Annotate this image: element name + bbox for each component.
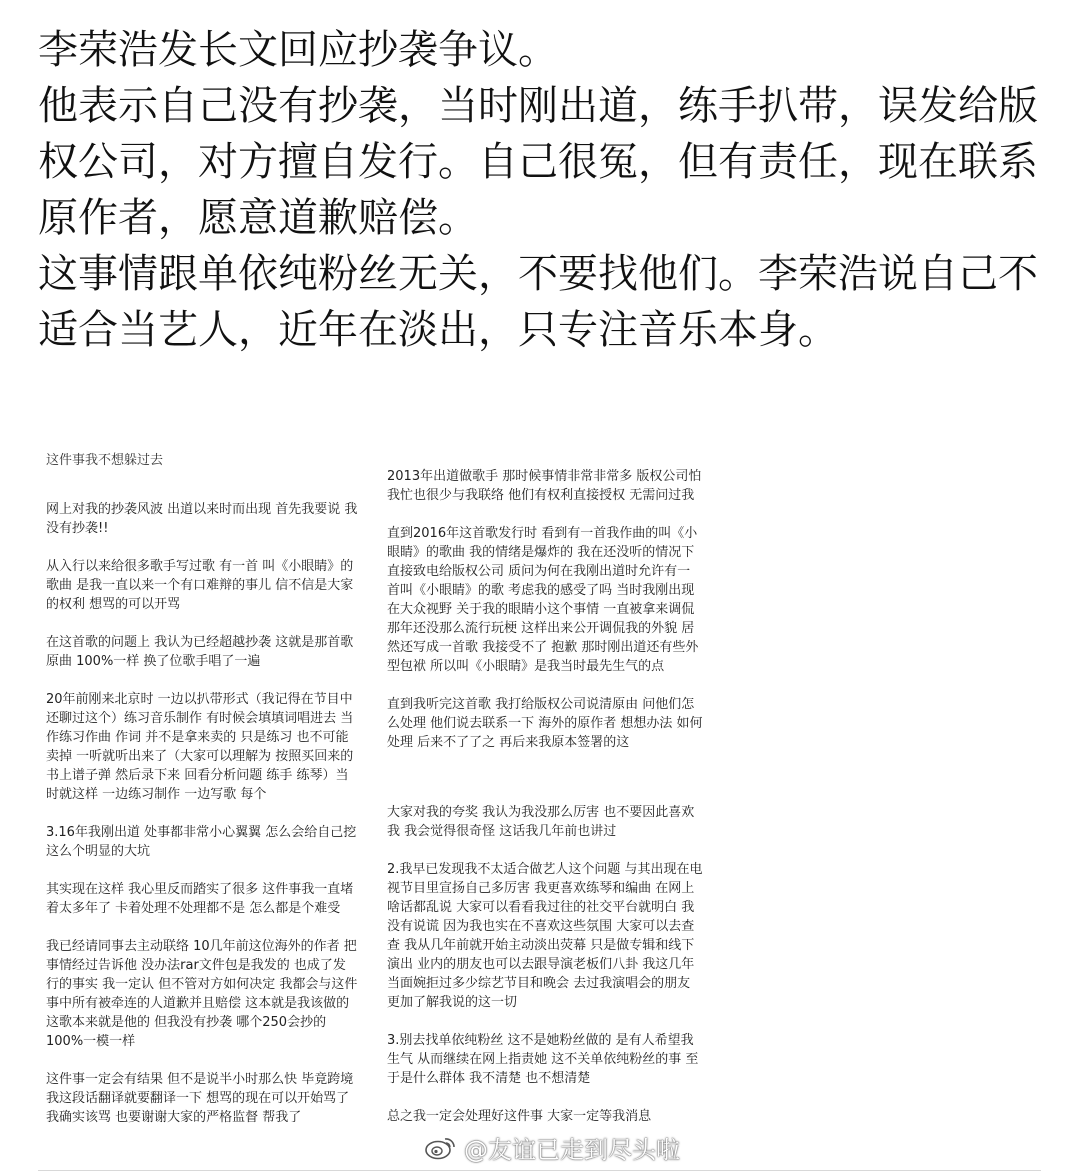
statement-text: 这件事我不想躲过去 bbox=[46, 453, 164, 468]
statement-fragment-top bbox=[46, 451, 358, 469]
statement-text: 我已经请同事去主动联络 10几年前这位海外的作者 把事情经过告诉他 没办法rar文件包是我发的 也成了发行的事实 我一定认 但不管对方如何决定 我都会与这件事中所有被牵连的人道歉并且赔偿 这本就是我该做的 这歌本来就是他的 但我没有抄袭 哪个250会抄的100%一模一样 bbox=[46, 939, 358, 1049]
weibo-watermark bbox=[424, 1130, 680, 1164]
statement-text: 这件事一定会有结果 但不是说半小时那么快 毕竟跨境 我这段话翻译就要翻译一下 想骂的现在可以开始骂了 我确实该骂 也要谢谢大家的严格监督 帮我了 bbox=[46, 1072, 354, 1125]
statement-text: 2.我早已发现我不太适合做艺人这个问题 与其出现在电视节目里宣扬自己多厉害 我更喜欢练琴和编曲 在网上啥话都乱说 大家可以看看我过往的社交平台就明白 我没有说谎 因为我也实在不喜欢这些氛围 大家可以去查查 我从几年前就开始主动淡出荧幕 只是做专辑和线下演出 业内的朋友也可以去跟导演老板们八卦 我这几年当面婉拒过多少综艺节目和晚会 去过我演唱会的朋友更加了解我说的这一切 bbox=[387, 862, 703, 1010]
statement-left-column bbox=[46, 453, 358, 1147]
headline bbox=[38, 22, 1048, 358]
statement-text: 其实现在这样 我心里反而踏实了很多 这件事我一直堵着太多年了 卡着处理不处理都不是 怎么都是个难受 bbox=[46, 882, 354, 916]
headline-line-1: 李荣浩发长文回应抄袭争议。 bbox=[38, 27, 558, 73]
statement-fragment bbox=[46, 500, 358, 802]
statement-text: 3.16年我刚出道 处事都非常小心翼翼 怎么会给自己挖这么个明显的大坑 bbox=[46, 825, 357, 859]
statement-text: 大家对我的夸奖 我认为我没那么厉害 也不要因此喜欢我 我会觉得很奇怪 这话我几年前也讲过 bbox=[387, 805, 695, 839]
statement-text: 网上对我的抄袭风波 出道以来时而出现 首先我要说 我没有抄袭!! bbox=[46, 502, 358, 536]
statement-text: 总之我一定会处理好这件事 大家一定等我消息 bbox=[387, 1109, 652, 1124]
statement-fragment bbox=[46, 823, 358, 1139]
statement-text: 3.别去找单依纯粉丝 这不是她粉丝做的 是有人希望我生气 从而继续在网上指责她 这不关单依纯粉丝的事 至于是什么群体 我不清楚 也不想清楚 bbox=[387, 1033, 699, 1086]
watermark-text: @友谊已走到尽头啦 bbox=[464, 1135, 680, 1164]
statement-fragment bbox=[387, 467, 703, 795]
statement-text: 在这首歌的问题上 我认为已经超越抄袭 这就是那首歌原曲 100%一样 换了位歌手唱了一遍 bbox=[46, 635, 354, 669]
statement-fragment bbox=[387, 803, 703, 1143]
statement-right-column bbox=[387, 457, 703, 1147]
statement-text: 2013年出道做歌手 那时候事情非常非常多 版权公司怕我忙也很少与我联络 他们有权利直接授权 无需问过我 bbox=[387, 469, 702, 503]
weibo-logo-icon bbox=[424, 1133, 458, 1161]
statement-text: 直到我听完这首歌 我打给版权公司说清原由 问他们怎么处理 他们说去联系一下 海外的原作者 想想办法 如何处理 后来不了了之 再后来我原本签署的这 bbox=[387, 697, 703, 750]
headline-line-3: 这事情跟单依纯粉丝无关，不要找他们。李荣浩说自己不适合当艺人，近年在淡出，只专注音乐本身。 bbox=[38, 251, 1038, 353]
statement-text: 直到2016年这首歌发行时 看到有一首我作曲的叫《小眼睛》的歌曲 我的情绪是爆炸的 我在还没听的情况下 直接致电给版权公司 质问为何在我刚出道时允许有一首叫《小眼睛》的歌 考虑我的感受了吗 当时我刚出现在大众视野 关于我的眼睛小这个事情 一直被拿来调侃 那年还没那么流行玩梗 这样出来公开调侃我的外貌 居然还写成一首歌 我接受不了 抱歉 那时刚出道还有些外型包袱 所以叫《小眼睛》是我当时最先生气的点 bbox=[387, 526, 699, 674]
statement-text: 20年前刚来北京时 一边以扒带形式（我记得在节目中还聊过这个）练习音乐制作 有时候会填填词唱进去 当作练习作曲 作词 并不是拿来卖的 只是练习 也不可能卖掉 一听就听出来了（大家可以理解为 按照买回来的书上谱子弹 然后录下来 回看分析问题 练手 练琴）当时就这样 一边练习制作 一边写歌 每个 bbox=[46, 692, 354, 802]
bottom-divider bbox=[38, 1170, 1041, 1171]
statement-text: 从入行以来给很多歌手写过歌 有一首 叫《小眼睛》的歌曲 是我一直以来一个有口难辩的事儿 信不信是大家的权利 想骂的可以开骂 bbox=[46, 559, 354, 612]
headline-line-2: 他表示自己没有抄袭，当时刚出道，练手扒带，误发给版权公司，对方擅自发行。自己很冤，但有责任，现在联系原作者，愿意道歉赔偿。 bbox=[38, 83, 1038, 241]
